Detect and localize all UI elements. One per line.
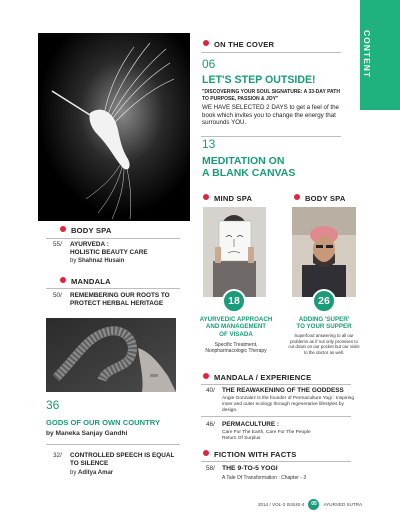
divider: [201, 416, 351, 417]
person-with-mask-illustration: [203, 207, 266, 297]
cover-title: LET'S STEP OUTSIDE!: [202, 74, 316, 86]
mandala-left-heading: MANDALA: [60, 277, 111, 286]
mind-spa-page-badge: 18: [222, 289, 246, 313]
fiction-heading: FICTION WITH FACTS: [203, 450, 296, 459]
divider: [201, 384, 351, 385]
hummingbird-illustration: [38, 33, 190, 221]
body-spa-left-page: 55/: [53, 241, 62, 248]
mind-spa-photo: [203, 207, 266, 297]
mandala-left-title-line: PROTECT HERBAL HERITAGE: [70, 300, 164, 307]
by-label: by: [70, 470, 77, 476]
body-spa-right-title: [284, 316, 364, 331]
cover-section-heading: ON THE COVER: [203, 40, 274, 49]
cover-page-number: 06: [202, 57, 216, 71]
mind-spa-title: [196, 316, 276, 338]
body-spa-left-byline: [70, 258, 124, 264]
cover-body: WE HAVE SELECTED 2 DAYS to get a feel of the book which invites you to change the energy that surrounds YOU.: [202, 104, 339, 127]
bullet-dot-icon: [60, 277, 66, 283]
mandala-exp-item2-desc-line: Care For The Earth, Care For The People: [222, 430, 311, 435]
controlled-byline: [70, 470, 113, 476]
mandala-exp-item1-desc: Angie Gonzalez is the founder of Permaculture Yogi : Inspiring inner and outer ecology through regenerative lifestyles by design.: [222, 396, 354, 413]
bullet-dot-icon: [294, 194, 300, 200]
bullet-dot-icon: [203, 373, 209, 379]
hummingbird-image: [38, 33, 190, 221]
mind-spa-title-line: OF VISADA: [219, 330, 253, 338]
footer: [258, 499, 362, 510]
mandala-left-title: [70, 292, 170, 308]
mandala-exp-item2-desc: [222, 430, 354, 442]
body-spa-left-title-line: AYURVEDA :: [70, 241, 109, 248]
divider: [46, 288, 180, 289]
body-spa-right-title-line: TO YOUR SUPPER: [296, 323, 352, 331]
body-spa-page-badge: 26: [312, 289, 336, 313]
snake-illustration: [46, 318, 176, 392]
fiction-desc: A Tale Of Transformation : Chapter - 3: [222, 475, 307, 481]
divider: [46, 238, 180, 239]
divider: [201, 461, 351, 462]
author-name: Maneka Sanjay Gandhi: [55, 430, 128, 437]
divider: [201, 136, 341, 137]
bullet-dot-icon: [203, 40, 209, 46]
author-name: Shahnaz Husain: [78, 258, 125, 264]
content-tab-label: CONTENT: [362, 30, 372, 79]
body-spa-right-desc: Superfood answering to all our problems as if not only promises to cut down on our pocket but our visits to the doctor as well.: [288, 333, 360, 355]
by-label: by: [46, 430, 54, 437]
snake-hand-photo: [46, 318, 176, 392]
mandala-exp-item2-page: 46/: [206, 421, 215, 428]
fiction-page: 58/: [206, 465, 215, 472]
body-spa-photo: [292, 207, 356, 297]
divider: [201, 52, 341, 53]
mandala-exp-item1-title: THE REAWAKENING OF THE GODDESS: [222, 387, 344, 394]
mandala-exp-item1-page: 40/: [206, 387, 215, 394]
mind-spa-desc: [196, 342, 276, 354]
author-name: Aditya Amar: [78, 470, 114, 476]
meditation-title-line1: MEDITATION ON: [202, 155, 285, 167]
gods-byline: [46, 430, 127, 437]
mind-spa-desc-line: Specific Treatment,: [214, 342, 258, 348]
footer-brand: AYURVED SUTRA: [323, 502, 363, 507]
footer-page-number: 05: [308, 499, 319, 510]
gods-title: GODS OF OUR OWN COUNTRY: [46, 418, 161, 427]
by-label: by: [70, 258, 77, 264]
bullet-dot-icon: [60, 226, 66, 232]
man-portrait-illustration: [292, 207, 356, 297]
body-spa-left-title-line: HOLISTIC BEAUTY CARE: [70, 249, 148, 256]
controlled-title: [70, 452, 174, 468]
content-tab: [360, 0, 400, 110]
body-spa-right-title-line: ADDING 'SUPER': [298, 316, 350, 323]
meditation-title-line2: A BLANK CANVAS: [202, 167, 296, 179]
mandala-exp-item2-title: PERMACULTURE :: [222, 421, 280, 428]
mind-spa-title-line: AND MANAGEMENT: [205, 323, 267, 331]
cover-quote: "DISCOVERING YOUR SOUL SIGNATURE: A 33-DAY PATH TO PURPOSE, PASSION & JOY": [202, 89, 340, 102]
mandala-left-title-line: REMEMBERING OUR ROOTS TO: [70, 292, 170, 299]
meditation-page-number: 13: [202, 137, 216, 151]
fiction-title: THE 9-TO-5 YOGI: [222, 465, 278, 472]
mandala-exp-heading: MANDALA / EXPERIENCE: [203, 373, 311, 382]
mind-spa-heading: MIND SPA: [203, 194, 252, 203]
mandala-left-page: 50/: [53, 292, 62, 299]
mind-spa-title-line: AYURVEDIC APPROACH: [199, 316, 273, 323]
body-spa-left-heading: BODY SPA: [60, 226, 112, 235]
gods-page-number: 36: [46, 398, 60, 412]
body-spa-left-title: [70, 241, 148, 257]
bullet-dot-icon: [203, 194, 209, 200]
mandala-exp-item2-desc-line: Return Of Surplus: [222, 436, 261, 441]
controlled-title-line: CONTROLLED SPEECH IS EQUAL: [70, 452, 175, 459]
controlled-title-line: TO SILENCE: [70, 460, 109, 467]
footer-issue: 2014 / VOL-2 ISSUE-4: [258, 502, 305, 507]
mind-spa-desc-line: Nonpharmacologic Therapy: [205, 348, 267, 354]
body-spa-right-heading: BODY SPA: [294, 194, 346, 203]
divider: [46, 444, 180, 445]
controlled-page: 32/: [53, 452, 62, 459]
bullet-dot-icon: [203, 450, 209, 456]
